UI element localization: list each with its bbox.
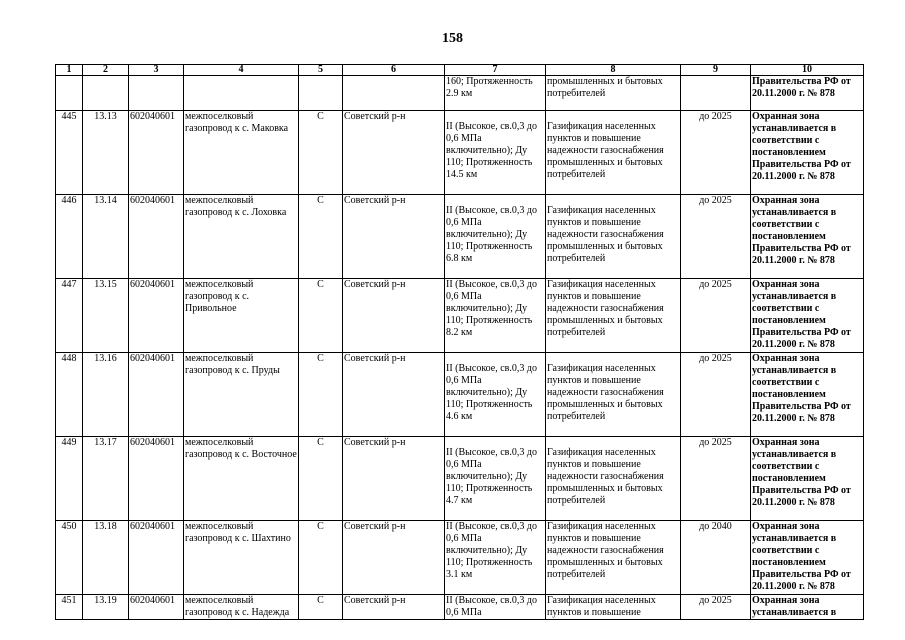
cell-status: С	[299, 279, 343, 353]
col-header-3: 3	[129, 65, 184, 76]
cell-code: 13.16	[83, 353, 129, 437]
register-table	[55, 64, 864, 620]
table-row	[56, 353, 864, 437]
cell-number: 448	[56, 353, 83, 437]
col-header-6: 6	[343, 65, 445, 76]
cell-oktmo: 602040601	[129, 111, 184, 195]
cell-status: С	[299, 595, 343, 620]
cell-oktmo: 602040601	[129, 195, 184, 279]
cell-term: до 2025	[681, 279, 751, 353]
cell-purpose: Газификация населенных пунктов и повышение надежности газоснабжения промышленных и бытовых потребителей	[546, 111, 681, 195]
cell-status: С	[299, 437, 343, 521]
cell-parameters: II (Высокое, св.0,3 до 0,6 МПа включительно); Ду 110; Протяженность 8.2 км	[445, 279, 546, 353]
cell-oktmo: 602040601	[129, 595, 184, 620]
cell-parameters: II (Высокое, св.0,3 до 0,6 МПа включительно); Ду 110; Протяженность 6.8 км	[445, 195, 546, 279]
cell-term: до 2025	[681, 437, 751, 521]
cell-location: Советский р-н	[343, 595, 445, 620]
cell-oktmo: 602040601	[129, 353, 184, 437]
cell-parameters: II (Высокое, св.0,3 до 0,6 МПа включительно); Ду 110; Протяженность 3.1 км	[445, 521, 546, 595]
cell-code: 13.14	[83, 195, 129, 279]
cell-code: 13.15	[83, 279, 129, 353]
cell-number: 450	[56, 521, 83, 595]
cell-purpose: Газификация населенных пунктов и повышение надежности газоснабжения промышленных и бытовых потребителей	[546, 521, 681, 595]
col-header-2: 2	[83, 65, 129, 76]
cell-term: до 2025	[681, 353, 751, 437]
cell-object: межпоселковый газопровод к с. Маковка	[184, 111, 299, 195]
cell-purpose: промышленных и бытовых потребителей	[546, 76, 681, 111]
cell-term: до 2025	[681, 111, 751, 195]
cell-purpose: Газификация населенных пунктов и повышение	[546, 595, 681, 620]
cell-purpose: Газификация населенных пунктов и повышение надежности газоснабжения промышленных и бытовых потребителей	[546, 195, 681, 279]
cell-parameters: 160; Протяженность 2.9 км	[445, 76, 546, 111]
cell-purpose: Газификация населенных пунктов и повышение надежности газоснабжения промышленных и бытовых потребителей	[546, 353, 681, 437]
table-row	[56, 111, 864, 195]
cell-status: С	[299, 521, 343, 595]
continued-row	[56, 76, 864, 111]
table-row	[56, 437, 864, 521]
cell-term: до 2040	[681, 521, 751, 595]
cell-number: 446	[56, 195, 83, 279]
cell-zone: Охранная зона устанавливается в соответствии с постановлением Правительства РФ от 20.11.2000 г. № 878	[751, 195, 864, 279]
cell-oktmo: 602040601	[129, 437, 184, 521]
cell-zone: Охранная зона устанавливается в соответствии с постановлением Правительства РФ от 20.11.2000 г. № 878	[751, 279, 864, 353]
col-header-1: 1	[56, 65, 83, 76]
cell-term: до 2025	[681, 195, 751, 279]
cell-number: 447	[56, 279, 83, 353]
col-header-10: 10	[751, 65, 864, 76]
cell-location: Советский р-н	[343, 111, 445, 195]
cell-code: 13.17	[83, 437, 129, 521]
cell-location: Советский р-н	[343, 521, 445, 595]
cell-code: 13.19	[83, 595, 129, 620]
cell-object: межпоселковый газопровод к с. Восточное	[184, 437, 299, 521]
cell-parameters: II (Высокое, св.0,3 до 0,6 МПа включительно); Ду 110; Протяженность 4.6 км	[445, 353, 546, 437]
header-row	[56, 65, 864, 76]
cell-location: Советский р-н	[343, 437, 445, 521]
col-header-4: 4	[184, 65, 299, 76]
cell-zone: Правительства РФ от 20.11.2000 г. № 878	[751, 76, 864, 111]
cell-zone: Охранная зона устанавливается в	[751, 595, 864, 620]
cell-parameters: II (Высокое, св.0,3 до 0,6 МПа	[445, 595, 546, 620]
page-number: 158	[442, 31, 463, 46]
table-row	[56, 521, 864, 595]
cell-zone: Охранная зона устанавливается в соответствии с постановлением Правительства РФ от 20.11.2000 г. № 878	[751, 437, 864, 521]
cell-code: 13.18	[83, 521, 129, 595]
table-row	[56, 195, 864, 279]
cell-object: межпоселковый газопровод к с. Пруды	[184, 353, 299, 437]
col-header-9: 9	[681, 65, 751, 76]
cell-zone: Охранная зона устанавливается в соответствии с постановлением Правительства РФ от 20.11.2000 г. № 878	[751, 111, 864, 195]
cell-object: межпоселковый газопровод к с. Надежда	[184, 595, 299, 620]
cell-oktmo: 602040601	[129, 521, 184, 595]
cell-object: межпоселковый газопровод к с. Лоховка	[184, 195, 299, 279]
cell-zone: Охранная зона устанавливается в соответствии с постановлением Правительства РФ от 20.11.2000 г. № 878	[751, 353, 864, 437]
cell-object: межпоселковый газопровод к с. Шахтино	[184, 521, 299, 595]
cell-status: С	[299, 195, 343, 279]
cell-number: 449	[56, 437, 83, 521]
cell-status: С	[299, 111, 343, 195]
cell-oktmo: 602040601	[129, 279, 184, 353]
cell-location: Советский р-н	[343, 195, 445, 279]
cell-number: 445	[56, 111, 83, 195]
table-row	[56, 279, 864, 353]
cell-object: межпоселковый газопровод к с. Привольное	[184, 279, 299, 353]
table-row	[56, 595, 864, 620]
col-header-5: 5	[299, 65, 343, 76]
cell-purpose: Газификация населенных пунктов и повышение надежности газоснабжения промышленных и бытовых потребителей	[546, 437, 681, 521]
cell-number: 451	[56, 595, 83, 620]
cell-term: до 2025	[681, 595, 751, 620]
cell-parameters: II (Высокое, св.0,3 до 0,6 МПа включительно); Ду 110; Протяженность 4.7 км	[445, 437, 546, 521]
col-header-8: 8	[546, 65, 681, 76]
cell-purpose: Газификация населенных пунктов и повышение надежности газоснабжения промышленных и бытовых потребителей	[546, 279, 681, 353]
cell-location: Советский р-н	[343, 353, 445, 437]
col-header-7: 7	[445, 65, 546, 76]
cell-code: 13.13	[83, 111, 129, 195]
cell-status: С	[299, 353, 343, 437]
cell-parameters: II (Высокое, св.0,3 до 0,6 МПа включительно); Ду 110; Протяженность 14.5 км	[445, 111, 546, 195]
cell-location: Советский р-н	[343, 279, 445, 353]
cell-zone: Охранная зона устанавливается в соответствии с постановлением Правительства РФ от 20.11.2000 г. № 878	[751, 521, 864, 595]
